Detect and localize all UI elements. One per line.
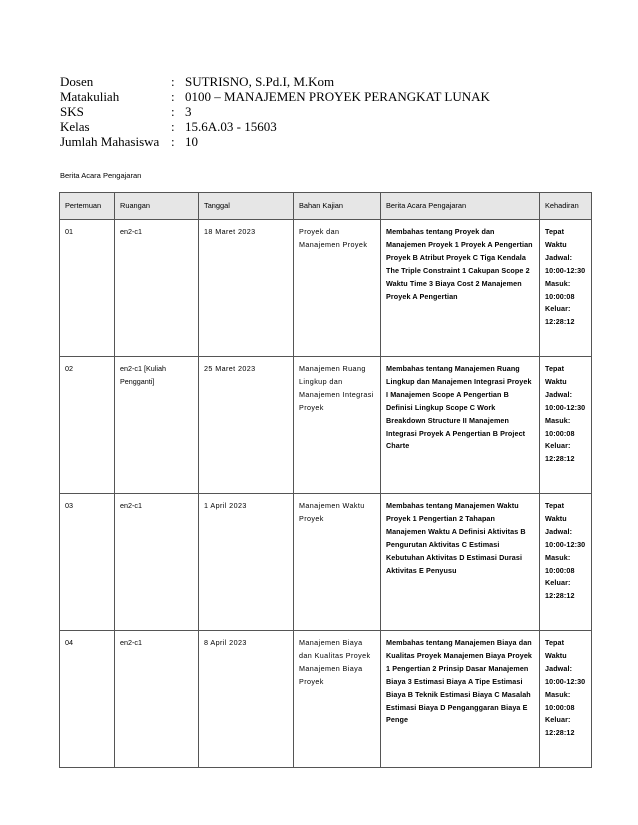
info-row-sks [60,104,490,119]
info-row-jumlah-mahasiswa [60,134,490,149]
cell-bahan-kajian: Manajemen Biaya dan Kualitas Proyek Manajemen Biaya Proyek [294,631,381,768]
info-label: SKS [60,104,84,119]
cell-berita-acara: Membahas tentang Manajemen Waktu Proyek 1 Pengertian 2 Tahapan Manajemen Waktu A Definisi Aktivitas B Pengurutan Aktivitas C Estimasi Kebutuhan Aktivitas D Estimasi Durasi Aktivitas E Penyusu [381,494,540,631]
section-title: Berita Acara Pengajaran [60,171,142,180]
table-header-row [60,193,592,220]
header-berita-acara: Berita Acara Pengajaran [381,193,540,220]
cell-ruangan: en2-c1 [115,494,199,631]
cell-pertemuan: 03 [60,494,115,631]
cell-berita-acara: Membahas tentang Proyek dan Manajemen Proyek 1 Proyek A Pengertian Proyek B Atribut Proyek C Tiga Kendala The Triple Constraint 1 Cakupan Scope 2 Waktu Time 3 Biaya Cost 2 Manajemen Proyek A Pengertian [381,220,540,357]
cell-pertemuan: 04 [60,631,115,768]
info-label: Kelas [60,119,90,134]
cell-pertemuan: 01 [60,220,115,357]
info-row-kelas [60,119,490,134]
info-value: SUTRISNO, S.Pd.I, M.Kom [185,74,335,89]
cell-kehadiran: Tepat Waktu Jadwal: 10:00-12:30 Masuk: 10:00:08 Keluar: 12:28:12 [540,220,592,357]
info-value: 3 [185,104,192,119]
cell-bahan-kajian: Proyek dan Manajemen Proyek [294,220,381,357]
table-row [60,494,592,631]
info-colon: : [171,134,175,149]
cell-berita-acara: Membahas tentang Manajemen Biaya dan Kualitas Proyek Manajemen Biaya Proyek 1 Pengertian 2 Prinsip Dasar Manajemen Biaya 3 Estimasi Biaya A Tipe Estimasi Biaya B Teknik Estimasi Biaya C Masalah Estimasi Biaya D Penganggaran Biaya E Penge [381,631,540,768]
info-row-matakuliah [60,89,490,104]
cell-kehadiran: Tepat Waktu Jadwal: 10:00-12:30 Masuk: 10:00:08 Keluar: 12:28:12 [540,631,592,768]
info-colon: : [171,119,175,134]
cell-pertemuan: 02 [60,357,115,494]
cell-ruangan: en2-c1 [115,220,199,357]
info-label: Jumlah Mahasiswa [60,134,160,149]
cell-tanggal: 25 Maret 2023 [199,357,294,494]
info-value: 0100 – MANAJEMEN PROYEK PERANGKAT LUNAK [185,89,490,104]
info-row-dosen [60,74,490,89]
cell-tanggal: 18 Maret 2023 [199,220,294,357]
header-tanggal: Tanggal [199,193,294,220]
info-label: Matakuliah [60,89,120,104]
cell-kehadiran: Tepat Waktu Jadwal: 10:00-12:30 Masuk: 10:00:08 Keluar: 12:28:12 [540,494,592,631]
cell-ruangan: en2-c1 [115,631,199,768]
info-label: Dosen [60,74,94,89]
header-bahan-kajian: Bahan Kajian [294,193,381,220]
info-colon: : [171,74,175,89]
header-kehadiran: Kehadiran [540,193,592,220]
cell-berita-acara: Membahas tentang Manajemen Ruang Lingkup dan Manajemen Integrasi Proyek I Manajemen Scope A Pengertian B Definisi Lingkup Scope C Work Breakdown Structure II Manajemen Integrasi Proyek A Pengertian B Project Charte [381,357,540,494]
cell-ruangan: en2-c1 [Kuliah Pengganti] [115,357,199,494]
cell-bahan-kajian: Manajemen Waktu Proyek [294,494,381,631]
cell-tanggal: 1 April 2023 [199,494,294,631]
cell-bahan-kajian: Manajemen Ruang Lingkup dan Manajemen Integrasi Proyek [294,357,381,494]
info-colon: : [171,89,175,104]
info-value: 10 [185,134,198,149]
table-row [60,357,592,494]
header-ruangan: Ruangan [115,193,199,220]
header-pertemuan: Pertemuan [60,193,115,220]
course-info [60,74,490,149]
cell-tanggal: 8 April 2023 [199,631,294,768]
attendance-table [59,192,592,768]
table-row [60,220,592,357]
info-colon: : [171,104,175,119]
info-value: 15.6A.03 - 15603 [185,119,277,134]
cell-kehadiran: Tepat Waktu Jadwal: 10:00-12:30 Masuk: 10:00:08 Keluar: 12:28:12 [540,357,592,494]
table-row [60,631,592,768]
